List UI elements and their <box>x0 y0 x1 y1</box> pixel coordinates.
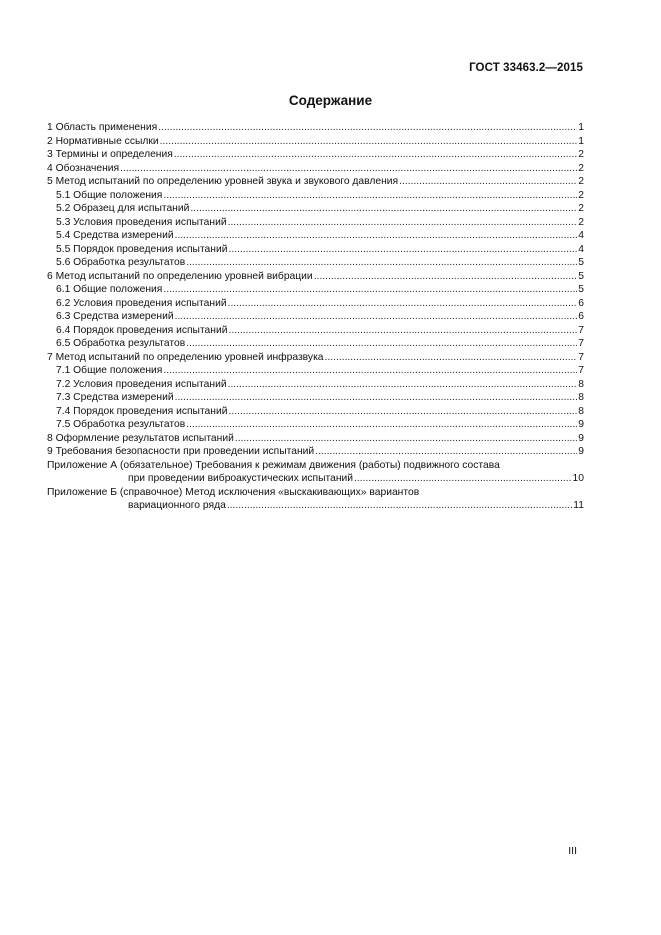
toc-entry-label: 7.3 Средства измерений <box>56 392 174 403</box>
toc-entry-label: 5.5 Порядок проведения испытаний <box>56 243 228 255</box>
toc-entry-page: 2 <box>578 149 584 160</box>
toc-leader-dots <box>175 391 578 405</box>
toc-entry-page: 5 <box>578 284 584 295</box>
toc-leader-dots <box>228 297 578 311</box>
toc-entry[interactable] <box>47 391 584 405</box>
toc-entry-page: 7 <box>578 365 584 376</box>
toc-entry[interactable] <box>47 378 584 392</box>
toc-leader-dots <box>315 445 577 459</box>
toc-entry-label: 6.2 Условия проведения испытаний <box>56 297 227 309</box>
toc-entry[interactable] <box>47 162 584 176</box>
toc-entry-page: 1 <box>578 122 584 133</box>
toc-leader-dots <box>399 175 577 189</box>
toc-leader-dots <box>235 432 577 446</box>
toc-entry-label: 5.3 Условия проведения испытаний <box>56 216 227 228</box>
toc-entry[interactable] <box>47 229 584 243</box>
toc-entry-label: 6 Метод испытаний по определению уровней вибрации <box>47 270 313 282</box>
toc-entry-page: 2 <box>578 176 584 187</box>
toc-leader-dots <box>163 364 577 378</box>
toc-entry[interactable] <box>47 283 584 297</box>
toc-entry-label: 6.3 Средства измерений <box>56 311 174 322</box>
toc-leader-dots <box>228 378 578 392</box>
toc-entry-label: 8 Оформление результатов испытаний <box>47 432 234 444</box>
toc-leader-dots <box>190 202 577 216</box>
toc-entry-page: 2 <box>578 216 584 228</box>
toc-entry[interactable] <box>47 148 584 162</box>
toc-entry[interactable] <box>47 351 584 365</box>
toc-entry[interactable] <box>47 135 584 149</box>
toc-entry-label: 7.1 Общие положения <box>56 365 163 376</box>
toc-entry[interactable] <box>47 202 584 216</box>
toc-leader-dots <box>186 337 577 351</box>
table-of-contents <box>47 121 584 513</box>
appendix-page: 10 <box>572 473 584 484</box>
toc-entry-label: 5.1 Общие положения <box>56 189 163 201</box>
document-id: ГОСТ 33463.2—2015 <box>469 62 583 74</box>
toc-entry-label: 6.4 Порядок проведения испытаний <box>56 324 228 336</box>
toc-entry[interactable] <box>47 216 584 230</box>
toc-entry-page: 9 <box>578 432 584 444</box>
toc-leader-dots <box>163 283 577 297</box>
toc-entry[interactable] <box>47 445 584 459</box>
appendix-title-continued: вариационного ряда <box>128 500 226 511</box>
appendix-entry[interactable] <box>47 472 584 486</box>
toc-leader-dots <box>174 148 577 162</box>
toc-leader-dots <box>158 121 577 135</box>
toc-entry[interactable] <box>47 243 584 257</box>
toc-leader-dots <box>228 324 577 338</box>
toc-leader-dots <box>175 310 578 324</box>
toc-entry-label: 3 Термины и определения <box>47 149 173 160</box>
toc-entry[interactable] <box>47 121 584 135</box>
toc-leader-dots <box>186 418 577 432</box>
toc-entry-page: 5 <box>578 270 584 282</box>
toc-leader-dots <box>186 256 577 270</box>
toc-entry-page: 6 <box>578 311 584 322</box>
appendix-title[interactable]: Приложение Б (справочное) Метод исключения «выскакивающих» вариантов <box>47 486 420 498</box>
toc-entry[interactable] <box>47 324 584 338</box>
toc-entry[interactable] <box>47 405 584 419</box>
page-number: III <box>568 845 577 857</box>
toc-entry-page: 9 <box>578 419 584 430</box>
toc-leader-dots <box>228 405 577 419</box>
toc-entry-page: 8 <box>578 392 584 403</box>
toc-entry-page: 9 <box>578 446 584 457</box>
toc-entry-label: 7.2 Условия проведения испытаний <box>56 378 227 390</box>
toc-entry-label: 7.4 Порядок проведения испытаний <box>56 405 228 417</box>
toc-entry[interactable] <box>47 189 584 203</box>
toc-leader-dots <box>160 135 578 149</box>
toc-entry-label: 5.4 Средства измерений <box>56 230 174 241</box>
toc-entry-page: 1 <box>578 135 584 147</box>
toc-leader-dots <box>314 270 578 284</box>
toc-leader-dots <box>228 216 578 230</box>
toc-entry[interactable] <box>47 337 584 351</box>
toc-leader-dots <box>228 243 577 257</box>
toc-leader-dots <box>227 499 572 513</box>
toc-entry[interactable] <box>47 310 584 324</box>
toc-entry[interactable] <box>47 270 584 284</box>
toc-entry-label: 2 Нормативные ссылки <box>47 135 159 147</box>
appendix-title[interactable]: Приложение А (обязательное) Требования к режимам движения (работы) подвижного состава <box>47 459 500 471</box>
appendix-entry[interactable] <box>47 499 584 513</box>
toc-entry-page: 2 <box>578 162 584 174</box>
toc-entry-page: 5 <box>578 257 584 268</box>
appendix-page: 11 <box>573 500 584 511</box>
toc-entry[interactable] <box>47 256 584 270</box>
toc-entry-label: 6.1 Общие положения <box>56 284 163 295</box>
toc-leader-dots <box>120 162 577 176</box>
toc-entry-label: 1 Область применения <box>47 122 158 133</box>
toc-entry-page: 8 <box>578 405 584 417</box>
toc-leader-dots <box>175 229 578 243</box>
toc-entry-page: 2 <box>578 189 584 201</box>
toc-entry[interactable] <box>47 418 584 432</box>
toc-entry-page: 4 <box>578 230 584 241</box>
toc-entry-label: 5.2 Образец для испытаний <box>56 203 190 214</box>
toc-entry-page: 4 <box>578 243 584 255</box>
toc-entry-page: 7 <box>578 324 584 336</box>
toc-entry-label: 4 Обозначения <box>47 162 120 174</box>
appendix-title-continued: при проведении виброакустических испытаний <box>128 473 354 484</box>
toc-entry[interactable] <box>47 364 584 378</box>
toc-entry-page: 7 <box>578 338 584 349</box>
toc-entry-label: 9 Требования безопасности при проведении испытаний <box>47 446 315 457</box>
toc-entry[interactable] <box>47 432 584 446</box>
toc-entry-page: 7 <box>578 351 584 363</box>
page-title: Содержание <box>288 93 373 108</box>
toc-leader-dots <box>354 472 571 486</box>
toc-entry-label: 6.5 Обработка результатов <box>56 338 186 349</box>
toc-entry[interactable] <box>47 297 584 311</box>
toc-leader-dots <box>163 189 577 203</box>
toc-leader-dots <box>325 351 578 365</box>
toc-entry[interactable] <box>47 175 584 189</box>
toc-entry-label: 5 Метод испытаний по определению уровней звука и звукового давления <box>47 176 399 187</box>
toc-entry-label: 7 Метод испытаний по определению уровней инфразвука <box>47 351 324 363</box>
toc-entry-label: 7.5 Обработка результатов <box>56 419 186 430</box>
toc-entry-page: 6 <box>578 297 584 309</box>
toc-entry-label: 5.6 Обработка результатов <box>56 257 186 268</box>
toc-entry-page: 2 <box>578 203 584 214</box>
toc-entry-page: 8 <box>578 378 584 390</box>
